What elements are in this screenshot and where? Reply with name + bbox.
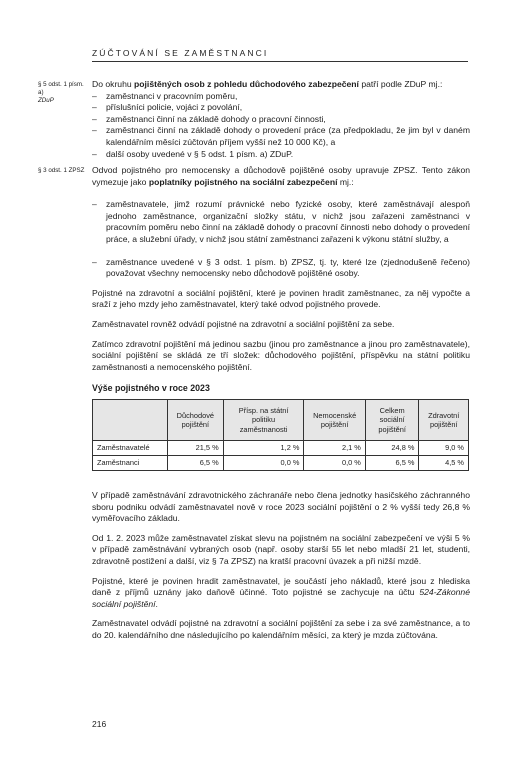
table-row: [93, 441, 469, 456]
table-header-row: [93, 400, 469, 441]
list-item: – zaměstnanci činní na základě dohody o provedení práce (za předpokladu, že jim byl v daném kalendářním měsíci zúčtován příjem vyšší než 10 000 Kč), a: [92, 125, 470, 148]
margin-note-line: § 5 odst. 1 písm. a): [38, 81, 84, 96]
row-label: Zaměstnanci: [93, 456, 168, 471]
text-run: Odvod pojistného pro nemocensky a důchodově pojištěné osoby upravuje ZPSZ. Tento zákon vymezuje jako: [92, 165, 470, 187]
paragraph: Zaměstnavatel odvádí pojistné na zdravotní a sociální pojištění za sebe i za své zaměstnance, a to do 20. kalendářního dne následujícího po kalendářním měsíci, za který je mzda zúčtována.: [92, 618, 470, 640]
list-item: – další osoby uvedené v § 5 odst. 1 písm. a) ZDuP.: [92, 149, 470, 161]
bold-term: poplatníky pojistného na sociální zabezpečení: [148, 176, 338, 187]
table-header-cell: Zdravotní pojištění: [419, 400, 469, 441]
dash-list: [92, 91, 470, 161]
paragraph: [92, 576, 470, 611]
table-header-cell: Důchodové pojištění: [168, 400, 224, 441]
table-row: [93, 456, 469, 471]
paragraph: [92, 79, 470, 91]
header-rule: [92, 61, 468, 62]
table-cell: 6,5 %: [365, 456, 419, 471]
paragraph: [92, 165, 470, 188]
table-header-cell: Přísp. na státní politiku zaměstnanosti: [223, 400, 304, 441]
table-title: Výše pojistného v roce 2023: [92, 383, 210, 393]
insurance-rates-table: [92, 399, 469, 471]
list-item: – zaměstnance uvedené v § 3 odst. 1 písm. b) ZPSZ, tj. ty, které lze (zjednodušeně řečeno) považovat všechny nemocensky nebo důchodově pojištěné osoby.: [92, 257, 470, 280]
text-run: Do okruhu: [92, 79, 135, 89]
margin-note-zpsz: § 3 odst. 1 ZPSZ: [38, 167, 85, 174]
list-item: – zaměstnavatele, jimž rozumí právnické nebo fyzické osoby, které zaměstnávají alespoň jednoho zaměstnance, organizační složky státu, v nichž jsou zařazeni zaměstnanci v pracovním poměru nebo činní na základě dohody o pracovní činnosti nebo dohody o provedení práce, a služební úřady, v nichž jsou státní zaměstnanci zařazeni k výkonu státní služby, a: [92, 199, 470, 245]
table-header-cell: Nemocenské pojištění: [304, 400, 365, 441]
text-run: mj.:: [337, 176, 354, 187]
page-number: 216: [92, 719, 107, 729]
table-cell: 6,5 %: [168, 456, 224, 471]
table-cell: 4,5 %: [419, 456, 469, 471]
paragraph: Zatímco zdravotní pojištění má jedinou sazbu (jinou pro zaměstnance a jinou pro zaměstnavatele), sociální pojištění se skládá ze tří složek: důchodového pojištění, příspěvku na státní politiku zaměstnanosti a nemocenského pojištění.: [92, 338, 470, 372]
margin-note-line: ZDuP: [38, 97, 54, 104]
account-name: 524-Zákonné sociální pojištění: [92, 587, 470, 609]
row-label: Zaměstnavatelé: [93, 441, 168, 456]
table-header-cell: [93, 400, 168, 441]
table-cell: 0,0 %: [223, 456, 304, 471]
list-item: – příslušníci policie, vojáci z povolání,: [92, 102, 470, 114]
paragraph: V případě zaměstnávání zdravotnického záchranáře nebo člena jednotky hasičského záchranného sboru podniku odvádí zaměstnavatel nově v roce 2023 sociální pojištění o 2 % vyšší tedy 26,8 % vyměřovacího základu.: [92, 490, 470, 524]
bold-term: pojištěných osob z pohledu důchodového zabezpečení: [134, 79, 359, 89]
text-run: Pojistné, které je povinen hradit zaměstnavatel, je součástí jeho nákladů, které jsou z hlediska daně z příjmů uznány jako daňově účinné. Toto pojistné se zachycuje na účtu: [92, 575, 470, 598]
running-header: ZÚČTOVÁNÍ SE ZAMĚSTNANCI: [92, 48, 269, 58]
section-poplatnici: [92, 165, 470, 373]
table-cell: 9,0 %: [419, 441, 469, 456]
paragraph: Pojistné na zdravotní a sociální pojištění, které je povinen hradit zaměstnanec, za něj vypočte a sraží z jeho mzdy jeho zaměstnavatel, který také odvod pojistného provede.: [92, 287, 470, 310]
table-cell: 24,8 %: [365, 441, 419, 456]
margin-note-zdup: [38, 81, 88, 105]
table-cell: 2,1 %: [304, 441, 365, 456]
text-run: .: [155, 598, 158, 609]
list-item: – zaměstnanci v pracovním poměru,: [92, 91, 470, 103]
text-run: patří podle ZDuP mj.:: [358, 79, 443, 89]
section-after-table: [92, 490, 470, 642]
table-cell: 0,0 %: [304, 456, 365, 471]
table-cell: 1,2 %: [223, 441, 304, 456]
table-header-cell: Celkem sociální pojištění: [365, 400, 419, 441]
dash-list: [92, 199, 470, 280]
list-item: – zaměstnanci činní na základě dohody o pracovní činnosti,: [92, 114, 470, 126]
paragraph: Od 1. 2. 2023 může zaměstnavatel získat slevu na pojistném na sociální zabezpečení ve výši 5 % v případě zaměstnávání vybraných osob (např. osoby starší 55 let nebo mladší 21 let, studenti, zdravotně postižení a další, viz § 7a ZPSZ) na kratší pracovní úvazek a při nižší mzdě.: [92, 532, 470, 566]
paragraph: Zaměstnavatel rovněž odvádí pojistné na zdravotní a sociální pojištění za sebe.: [92, 318, 395, 329]
section-pojistene-osoby: [92, 79, 470, 160]
table-cell: 21,5 %: [168, 441, 224, 456]
